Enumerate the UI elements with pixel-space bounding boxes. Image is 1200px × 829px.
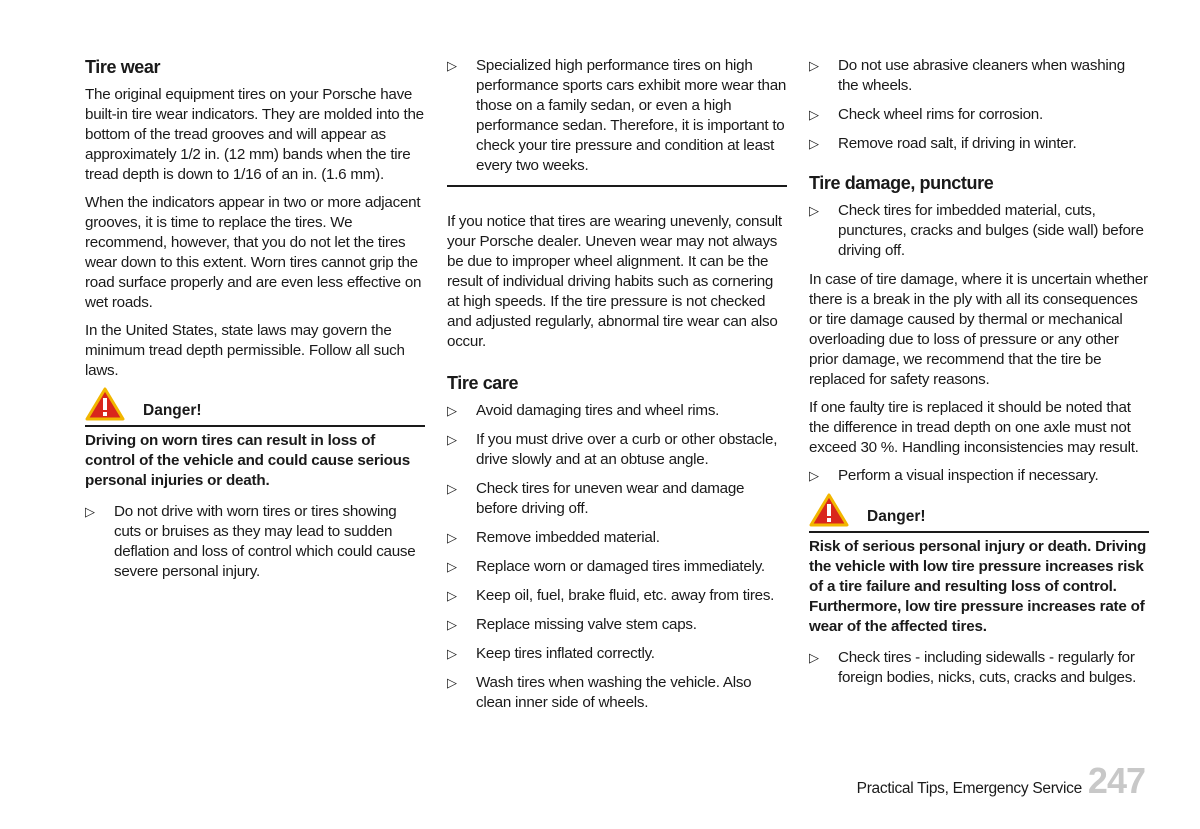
list-item bbox=[447, 528, 787, 548]
list-item bbox=[447, 673, 787, 713]
triangle-right-icon: ▷ bbox=[809, 136, 819, 151]
paragraph: If you notice that tires are wearing unevenly, consult your Porsche dealer. Uneven wear may not always be due to improper wheel alignment. It can be the result of individual driving habits such as cornering at high speeds. If the tire pressure is not checked and adjusted regularly, abnormal tire wear can also occur. bbox=[447, 213, 782, 350]
column-1 bbox=[85, 56, 425, 591]
bullet-list bbox=[447, 56, 787, 176]
column-2 bbox=[447, 56, 787, 722]
list-item-text: Remove road salt, if driving in winter. bbox=[838, 135, 1077, 152]
paragraph: The original equipment tires on your Porsche have built-in tire wear indicators. They are molded into the bottom of the tread grooves and will appear as approximately 1/2 in. (12 mm) bands when the tire tread depth is down to 1/16 of an in. (1.6 mm). bbox=[85, 86, 424, 183]
list-item bbox=[447, 56, 787, 176]
list-item-text: Remove imbedded material. bbox=[476, 529, 660, 546]
list-item-text: Replace missing valve stem caps. bbox=[476, 616, 697, 633]
list-item-text: Do not drive with worn tires or tires showing cuts or bruises as they may lead to sudden deflation and loss of control which could cause severe personal injury. bbox=[114, 503, 416, 580]
list-item bbox=[809, 201, 1149, 261]
triangle-right-icon: ▷ bbox=[447, 530, 457, 545]
list-item bbox=[447, 557, 787, 577]
page-footer bbox=[857, 760, 1145, 802]
list-item bbox=[809, 105, 1149, 125]
danger-header bbox=[85, 389, 425, 427]
list-item bbox=[809, 134, 1149, 154]
triangle-right-icon: ▷ bbox=[447, 617, 457, 632]
danger-label: Danger! bbox=[143, 402, 202, 419]
column-3 bbox=[809, 56, 1149, 697]
triangle-right-icon: ▷ bbox=[447, 559, 457, 574]
list-item bbox=[447, 479, 787, 519]
triangle-right-icon: ▷ bbox=[447, 58, 457, 73]
bullet-list bbox=[809, 648, 1149, 688]
danger-text: Risk of serious personal injury or death. Driving the vehicle with low tire pressure increases risk of a tire failure and resulting loss of control. Furthermore, low tire pressure increases rate of wear of the affected tires. bbox=[809, 538, 1147, 635]
danger-header bbox=[809, 495, 1149, 533]
list-item-text: If you must drive over a curb or other obstacle, drive slowly and at an obtuse angle. bbox=[476, 431, 778, 468]
list-item bbox=[809, 648, 1149, 688]
triangle-right-icon: ▷ bbox=[809, 650, 819, 665]
list-item bbox=[447, 430, 787, 470]
section-title: Practical Tips, Emergency Service bbox=[856, 780, 1082, 797]
list-item-text: Check tires for uneven wear and damage before driving off. bbox=[476, 480, 745, 517]
triangle-right-icon: ▷ bbox=[809, 468, 819, 483]
triangle-right-icon: ▷ bbox=[447, 675, 457, 690]
heading-tire-wear: Tire wear bbox=[85, 57, 161, 77]
list-item-text: Wash tires when washing the vehicle. Also clean inner side of wheels. bbox=[476, 674, 752, 711]
list-item bbox=[809, 466, 1149, 486]
page-number: 247 bbox=[1087, 760, 1145, 801]
list-item bbox=[809, 56, 1149, 96]
list-item-text: Specialized high performance tires on high performance sports cars exhibit more wear than those on a family sedan, or even a high performance sedan. Therefore, it is important to check your tire pressure and condition at least every two weeks. bbox=[476, 57, 787, 174]
paragraph: If one faulty tire is replaced it should be noted that the difference in tread depth on one axle must not exceed 30 %. Handling inconsistencies may result. bbox=[809, 399, 1139, 456]
triangle-right-icon: ▷ bbox=[447, 432, 457, 447]
bullet-list bbox=[85, 502, 425, 582]
bullet-list bbox=[809, 201, 1149, 261]
triangle-right-icon: ▷ bbox=[809, 203, 819, 218]
paragraph: In the United States, state laws may govern the minimum tread depth permissible. Follow all such laws. bbox=[85, 322, 405, 379]
triangle-right-icon: ▷ bbox=[85, 504, 95, 519]
list-item-text: Perform a visual inspection if necessary. bbox=[838, 467, 1099, 484]
triangle-right-icon: ▷ bbox=[447, 646, 457, 661]
list-item bbox=[447, 644, 787, 664]
list-item bbox=[447, 586, 787, 606]
bullet-list bbox=[809, 466, 1149, 486]
danger-label: Danger! bbox=[867, 508, 926, 525]
triangle-right-icon: ▷ bbox=[447, 403, 457, 418]
list-item-text: Check tires for imbedded material, cuts, punctures, cracks and bulges (side wall) before driving off. bbox=[838, 202, 1144, 259]
list-item-text: Check wheel rims for corrosion. bbox=[838, 106, 1043, 123]
heading-tire-damage: Tire damage, puncture bbox=[809, 173, 994, 193]
triangle-right-icon: ▷ bbox=[447, 588, 457, 603]
bullet-list bbox=[447, 401, 787, 713]
heading-tire-care: Tire care bbox=[447, 373, 519, 393]
list-item bbox=[85, 502, 425, 582]
warning-triangle-icon bbox=[809, 493, 849, 527]
triangle-right-icon: ▷ bbox=[447, 481, 457, 496]
danger-text: Driving on worn tires can result in loss of control of the vehicle and could cause serious personal injuries or death. bbox=[85, 432, 411, 489]
paragraph: When the indicators appear in two or more adjacent grooves, it is time to replace the tires. We recommend, however, that you do not let the tires wear down to this extent. Worn tires cannot grip the road surface properly and are even less effective on wet roads. bbox=[85, 194, 422, 311]
list-item-text: Do not use abrasive cleaners when washing the wheels. bbox=[838, 57, 1125, 94]
list-item bbox=[447, 401, 787, 421]
list-item-text: Keep tires inflated correctly. bbox=[476, 645, 655, 662]
list-item bbox=[447, 615, 787, 635]
list-item-text: Check tires - including sidewalls - regularly for foreign bodies, nicks, cuts, cracks and bulges. bbox=[838, 649, 1137, 686]
bullet-list bbox=[809, 56, 1149, 154]
divider bbox=[447, 185, 787, 187]
list-item-text: Avoid damaging tires and wheel rims. bbox=[476, 402, 720, 419]
list-item-text: Keep oil, fuel, brake fluid, etc. away from tires. bbox=[476, 587, 775, 604]
warning-triangle-icon bbox=[85, 387, 125, 421]
list-item-text: Replace worn or damaged tires immediately. bbox=[476, 558, 765, 575]
paragraph: In case of tire damage, where it is uncertain whether there is a break in the ply with all its consequences or tire damage caused by thermal or mechanical overloading due to loss of pressure or any other prior damage, we recommend that the tire be replaced for safety reasons. bbox=[809, 271, 1148, 388]
triangle-right-icon: ▷ bbox=[809, 107, 819, 122]
triangle-right-icon: ▷ bbox=[809, 58, 819, 73]
